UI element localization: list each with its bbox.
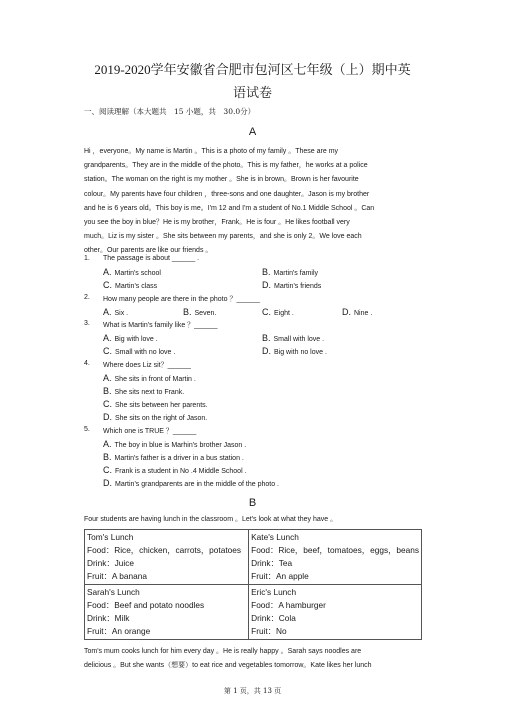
passage-b-intro: Four students are having lunch in the classroom 。Let's look at what they have 。: [84, 516, 338, 523]
lunch-name: Tom's Lunch: [87, 532, 134, 542]
table-row: [85, 530, 422, 585]
passage-line: you see the boy in blue？He is my brother，Frank。He is four 。He likes football very: [84, 219, 350, 227]
option-5b[interactable]: B. Martin's father is a driver in a bus station .: [103, 452, 244, 462]
lunch-fruit: Fruit：An apple: [251, 571, 309, 581]
question-text: What is Martin's family like ？______: [103, 322, 218, 329]
question-number: 3.: [84, 320, 90, 327]
option-5a[interactable]: A. The boy in blue is Marhin's brother Jason .: [103, 439, 247, 449]
passage-line: and he is 6 years old。This boy is me。I'm 12 and I'm a student of No.1 Middle School 。Can: [84, 204, 375, 212]
lunch-name: Sarah's Lunch: [87, 587, 140, 597]
lunch-fruit: Fruit：No: [251, 626, 287, 636]
option-2b[interactable]: B. Seven.: [183, 307, 217, 317]
part-a-heading: A: [248, 126, 257, 138]
option-1c[interactable]: C. Martin's class: [103, 280, 158, 290]
lunch-food: Food：Rice，chicken，carrots，potatoes: [87, 545, 242, 555]
exam-title-line2: 语试卷: [232, 85, 272, 100]
lunch-food: Food：A hamburger: [251, 600, 326, 610]
question-text: The passage is about ______ .: [103, 255, 200, 262]
option-2c[interactable]: C. Eight .: [262, 307, 294, 317]
question-number: 2.: [84, 294, 90, 301]
option-5c[interactable]: C. Frank is a student in No .4 Middle School .: [103, 465, 247, 475]
lunch-food: Food：Rice，beef，tomatoes，eggs，beans: [251, 545, 419, 555]
option-2d[interactable]: D. Nine .: [342, 307, 373, 317]
option-3d[interactable]: D. Big with no love .: [262, 346, 327, 356]
option-4b[interactable]: B. She sits next to Frank.: [103, 386, 185, 396]
passage-line: station。The woman on the right is my mother 。She is in brown。Brown is her favourite: [84, 176, 359, 184]
exam-title-line1: 2019-2020学年安徽省合肥市包河区七年级（上）期中英: [94, 62, 411, 77]
passage-line: delicious 。But she wants（想要）to eat rice and vegetables tomorrow。Kate likes her lunch: [84, 662, 372, 669]
passage-line: grandparents。They are in the middle of the photo。This is my father，he works at a police: [84, 162, 368, 170]
option-4d[interactable]: D. She sits on the right of Jason.: [103, 412, 208, 422]
option-4a[interactable]: A. She sits in front of Martin .: [103, 373, 196, 383]
option-5d[interactable]: D. Martin's grandparents are in the middle of the photo .: [103, 478, 279, 488]
option-4c[interactable]: C. She sits between her parents.: [103, 399, 208, 409]
option-1d[interactable]: D. Martin's friends: [262, 280, 322, 290]
question-number: 5.: [84, 426, 90, 433]
table-row: [85, 585, 422, 640]
question-text: Which one is TRUE ？______: [103, 428, 197, 435]
lunch-drink: Drink：Milk: [87, 613, 130, 623]
lunch-table: [84, 529, 422, 640]
table-cell: [249, 585, 422, 640]
page-footer: 第 1 页，共 13 页: [223, 687, 282, 695]
passage-line: Tom's mum cooks lunch for him every day 。He is really happy 。Sarah says noodles are: [84, 648, 362, 655]
passage-line: much。Liz is my sister 。She sits between my parents，and she is only 2。We love each: [84, 233, 362, 241]
passage-b: [84, 645, 424, 673]
option-3c[interactable]: C. Small with no love .: [103, 346, 176, 356]
question-number: 4.: [84, 360, 90, 367]
lunch-fruit: Fruit：A banana: [87, 571, 147, 581]
table-cell: [85, 585, 249, 640]
question-text: Where does Liz sit？______: [103, 362, 191, 369]
question-text: How many people are there in the photo ？______: [103, 296, 260, 303]
lunch-drink: Drink：Tea: [251, 558, 293, 568]
part-b-heading: B: [248, 497, 257, 509]
lunch-name: Kate's Lunch: [251, 532, 299, 542]
passage-line: other。Our parents are like our friends 。: [84, 247, 213, 255]
table-cell: [85, 530, 249, 585]
option-3a[interactable]: A. Big with love .: [103, 333, 158, 343]
lunch-drink: Drink：Cola: [251, 613, 296, 623]
lunch-drink: Drink：Juice: [87, 558, 135, 568]
passage-line: Hi ，everyone。My name is Martin 。This is a photo of my family 。These are my: [84, 148, 339, 155]
section-heading: 一、阅读理解（本大题共 15 小题，共 30.0分）: [84, 107, 256, 116]
passage-a: [84, 145, 424, 259]
lunch-food: Food：Beef and potato noodles: [87, 600, 205, 610]
table-cell: [249, 530, 422, 585]
option-2a[interactable]: A. Six .: [103, 307, 129, 317]
option-1a[interactable]: A. Martin's school: [103, 267, 161, 277]
option-3b[interactable]: B. Small with love .: [262, 333, 325, 343]
lunch-name: Eric's Lunch: [251, 587, 297, 597]
lunch-fruit: Fruit：An orange: [87, 626, 151, 636]
option-1b[interactable]: B. Martin's family: [262, 267, 319, 277]
question-number: 1.: [84, 255, 90, 262]
passage-line: colour。My parents have four children ，three-sons and one daughter。Jason is my brother: [84, 190, 370, 198]
